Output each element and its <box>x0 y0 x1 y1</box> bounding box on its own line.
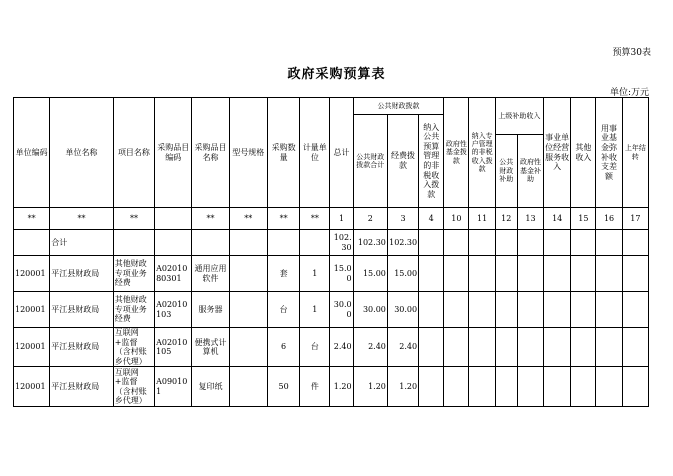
pf-subtotal-cell: 1.20 <box>353 367 387 407</box>
measure-unit-cell: 台 <box>300 328 330 367</box>
unit-note: 单位:万元 <box>609 88 649 98</box>
index-cell: ** <box>229 208 267 230</box>
header-gov-fund: 政府性基金拨款 <box>444 98 469 208</box>
header-item-name: 采购品目名称 <box>192 98 229 208</box>
qty-cell: 台 <box>267 292 299 328</box>
item-code-cell: A02010103 <box>155 292 192 328</box>
model-spec-cell <box>229 292 267 328</box>
index-cell: ** <box>300 208 330 230</box>
unit-code-cell: 120001 <box>14 256 50 292</box>
index-cell: ** <box>50 208 114 230</box>
header-sub-fiscal: 公共财政补助 <box>495 135 517 208</box>
index-cell: 1 <box>330 208 353 230</box>
index-cell: ** <box>14 208 50 230</box>
project-name-cell: 互联网+监督（含村账乡代理） <box>113 328 154 367</box>
item-name-cell: 便携式计算机 <box>192 328 229 367</box>
unit-code-cell: 120001 <box>14 292 50 328</box>
header-qty: 采购数量 <box>267 98 299 208</box>
project-name-cell: 其他财政专项业务经费 <box>113 256 154 292</box>
index-cell: 12 <box>495 208 517 230</box>
index-cell: 16 <box>596 208 622 230</box>
total-pf-expense: 102.30 <box>387 230 418 256</box>
header-pf-nontax: 纳入公共预算管理的非税收入拨款 <box>419 115 444 208</box>
item-name-cell: 服务器 <box>192 292 229 328</box>
header-public-finance: 公共财政拨款 <box>353 98 444 115</box>
measure-unit-cell: 1 <box>300 292 330 328</box>
header-measure-unit: 计量单位 <box>300 98 330 208</box>
index-cell: ** <box>113 208 154 230</box>
item-name-cell: 通用应用软件 <box>192 256 229 292</box>
total-cell: 1.20 <box>330 367 353 407</box>
item-code-cell: A0201080301 <box>155 256 192 292</box>
pf-subtotal-cell: 30.00 <box>353 292 387 328</box>
model-spec-cell <box>229 367 267 407</box>
qty-cell: 50 <box>267 367 299 407</box>
total-label: 合计 <box>50 230 114 256</box>
unit-name-cell: 平江县财政局 <box>50 292 114 328</box>
total-cell: 2.40 <box>330 328 353 367</box>
measure-unit-cell: 件 <box>300 367 330 407</box>
model-spec-cell <box>229 256 267 292</box>
header-pf-expense: 经费拨款 <box>387 115 418 208</box>
header-carryover: 上年结转 <box>622 98 648 208</box>
project-name-cell: 其他财政专项业务经费 <box>113 292 154 328</box>
index-cell <box>155 208 192 230</box>
header-total: 总计 <box>330 98 353 208</box>
table-row <box>14 256 649 292</box>
index-cell: 4 <box>419 208 444 230</box>
header-superior-subsidy: 上级补助收入 <box>495 98 543 135</box>
index-cell: 2 <box>353 208 387 230</box>
qty-cell: 套 <box>267 256 299 292</box>
total-value: 102.30 <box>330 230 353 256</box>
index-cell: 3 <box>387 208 418 230</box>
header-business-income: 事业单位经营服务收入 <box>544 98 571 208</box>
index-cell: 11 <box>469 208 495 230</box>
project-name-cell: 互联网+监督（含村账乡代理） <box>113 367 154 407</box>
header-unit-name: 单位名称 <box>50 98 114 208</box>
procurement-budget-table <box>13 97 649 407</box>
form-number: 预算30表 <box>612 48 651 58</box>
total-pf-subtotal: 102.30 <box>353 230 387 256</box>
item-code-cell: A090101 <box>155 367 192 407</box>
header-fund-cover: 用事业基金弥补收支差额 <box>596 98 622 208</box>
index-cell: 15 <box>571 208 596 230</box>
index-cell: 13 <box>517 208 543 230</box>
header-project-name: 项目名称 <box>113 98 154 208</box>
measure-unit-cell: 1 <box>300 256 330 292</box>
pf-expense-cell: 1.20 <box>387 367 418 407</box>
pf-expense-cell: 2.40 <box>387 328 418 367</box>
header-model-spec: 型号规格 <box>229 98 267 208</box>
index-cell: 14 <box>544 208 571 230</box>
page-title: 政府采购预算表 <box>287 67 386 82</box>
model-spec-cell <box>229 328 267 367</box>
pf-subtotal-cell: 2.40 <box>353 328 387 367</box>
index-cell: ** <box>267 208 299 230</box>
header-pf-subtotal: 公共财政拨款合计 <box>353 115 387 208</box>
table-row <box>14 328 649 367</box>
index-cell: 10 <box>444 208 469 230</box>
unit-name-cell: 平江县财政局 <box>50 367 114 407</box>
index-cell: 17 <box>622 208 648 230</box>
unit-code-cell: 120001 <box>14 367 50 407</box>
pf-expense-cell: 30.00 <box>387 292 418 328</box>
item-name-cell: 复印纸 <box>192 367 229 407</box>
item-code-cell: A02010105 <box>155 328 192 367</box>
table-row <box>14 292 649 328</box>
total-cell: 15.00 <box>330 256 353 292</box>
header-special-nontax: 纳入专户管理的非税收入拨款 <box>469 98 495 208</box>
qty-cell: 6 <box>267 328 299 367</box>
header-item-code: 采购品目编码 <box>155 98 192 208</box>
unit-name-cell: 平江县财政局 <box>50 256 114 292</box>
unit-name-cell: 平江县财政局 <box>50 328 114 367</box>
column-index-row <box>14 208 649 230</box>
total-cell: 30.00 <box>330 292 353 328</box>
unit-code-cell: 120001 <box>14 328 50 367</box>
pf-subtotal-cell: 15.00 <box>353 256 387 292</box>
table-row <box>14 367 649 407</box>
pf-expense-cell: 15.00 <box>387 256 418 292</box>
header-unit-code: 单位编码 <box>14 98 50 208</box>
header-sub-gov-fund: 政府性基金补助 <box>517 135 543 208</box>
total-row <box>14 230 649 256</box>
header-other-income: 其他收入 <box>571 98 596 208</box>
index-cell: ** <box>192 208 229 230</box>
